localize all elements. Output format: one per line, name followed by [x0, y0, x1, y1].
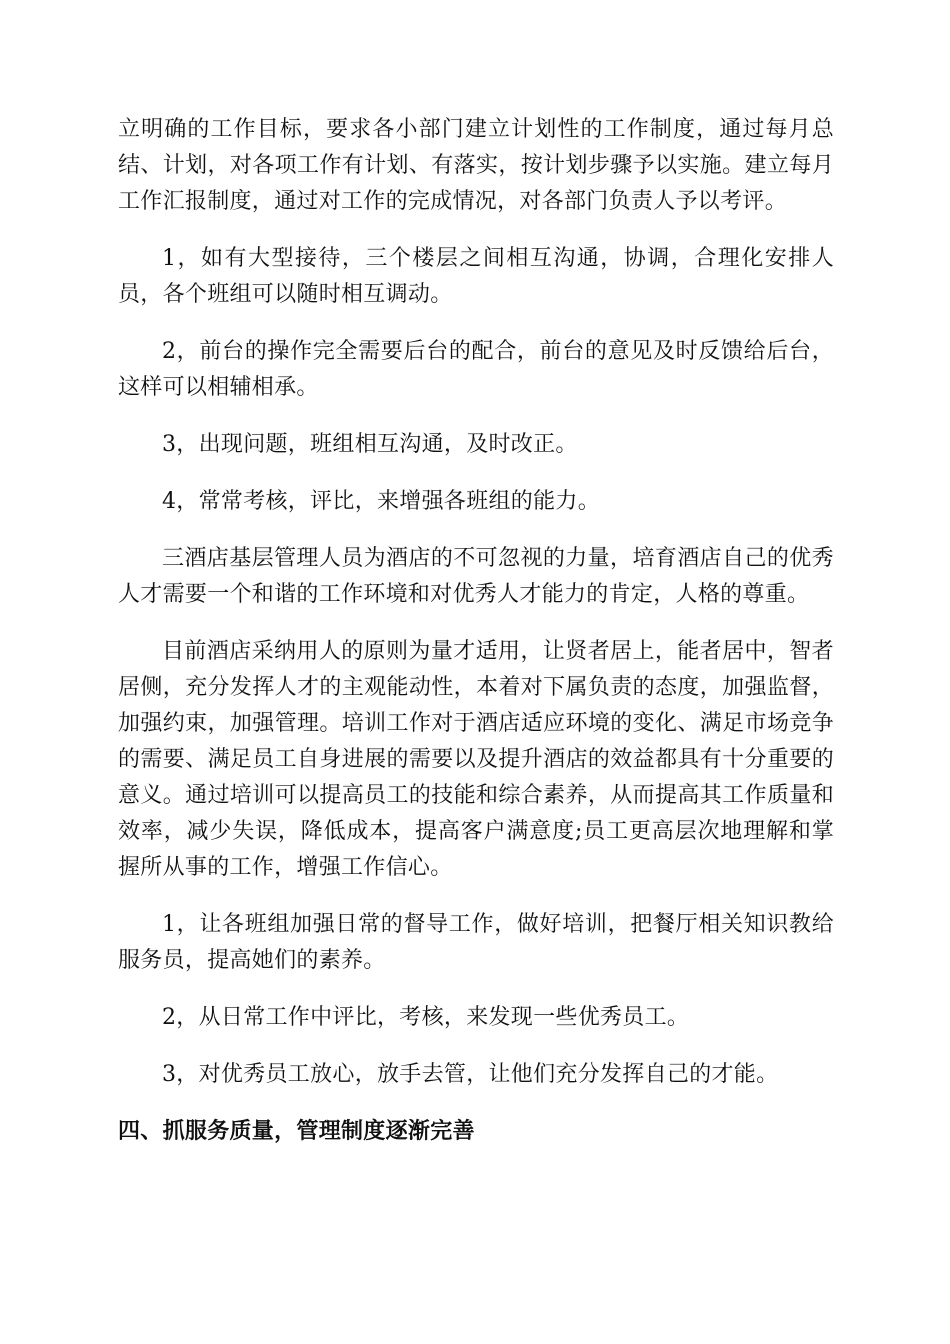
list-item-1-supervision: 1，让各班组加强日常的督导工作，做好培训，把餐厅相关知识教给服务员，提高她们的素养。: [118, 912, 834, 973]
document-body: [118, 112, 834, 1150]
list-item-4-assessment: 4，常常考核，评比，来增强各班组的能力。: [162, 489, 600, 514]
paragraph-work-goals: 立明确的工作目标，要求各小部门建立计划性的工作制度，通过每月总结、计划，对各项工作有计划、有落实，按计划步骤予以实施。建立每月工作汇报制度，通过对工作的完成情况，对各部门负责人予以考评。: [118, 117, 834, 214]
list-item-1-reception: 1，如有大型接待，三个楼层之间相互沟通，协调，合理化安排人员，各个班组可以随时相互调动。: [118, 246, 834, 307]
list-item-2-evaluation: 2，从日常工作中评比，考核，来发现一些优秀员工。: [162, 1005, 690, 1030]
paragraph-training: 目前酒店采纳用人的原则为量才适用，让贤者居上，能者居中，智者居侧，充分发挥人才的主观能动性，本着对下属负责的态度，加强监督，加强约束，加强管理。培训工作对于酒店适应环境的变化、满足市场竞争的需要、满足员工自身进展的需要以及提升酒店的效益都具有十分重要的意义。通过培训可以提高员工的技能和综合素养，从而提高其工作质量和效率，减少失误，降低成本，提高客户满意度;员工更高层次地理解和掌握所从事的工作，增强工作信心。: [118, 639, 834, 880]
list-item-3-problems: 3，出现问题，班组相互沟通，及时改正。: [162, 432, 578, 457]
paragraph-section-three: 三酒店基层管理人员为酒店的不可忽视的力量，培育酒店自己的优秀人才需要一个和谐的工作环境和对优秀人才能力的肯定，人格的尊重。: [118, 546, 834, 607]
list-item-2-front-back: 2，前台的操作完全需要后台的配合，前台的意见及时反馈给后台，这样可以相辅相承。: [118, 339, 834, 400]
section-heading-four: 四、抓服务质量，管理制度逐渐完善: [118, 1119, 475, 1144]
list-item-3-empower: 3，对优秀员工放心，放手去管，让他们充分发挥自己的才能。: [162, 1062, 779, 1087]
